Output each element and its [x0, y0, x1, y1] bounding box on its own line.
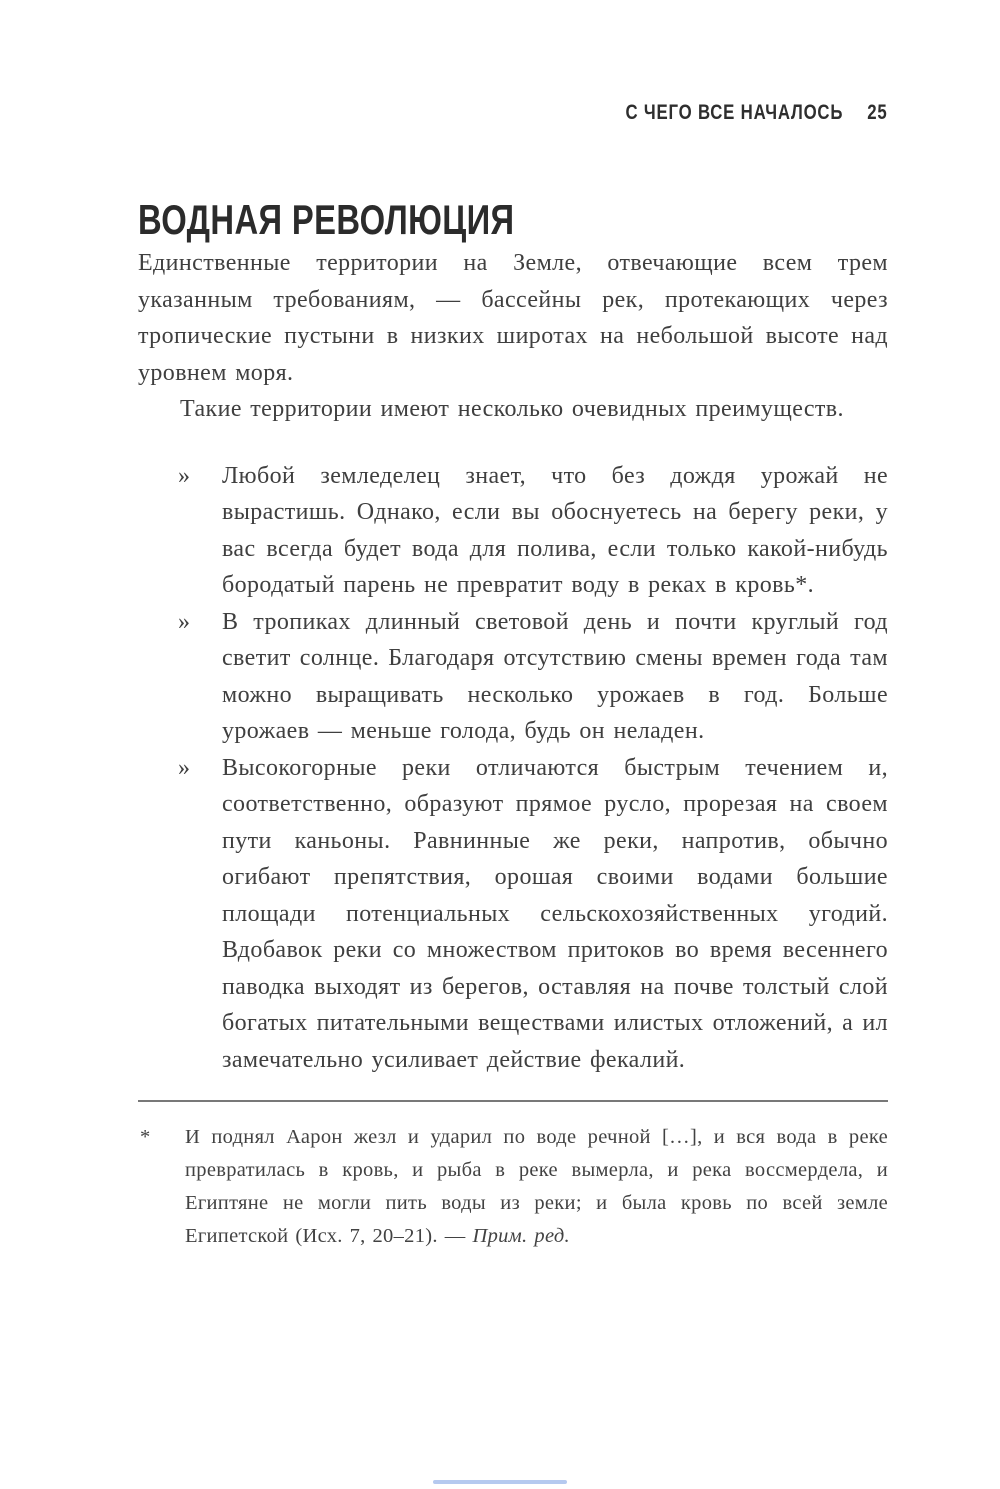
paragraph: Такие территории имеют несколько очевидных преимуществ.	[180, 396, 844, 422]
footnote	[138, 1121, 888, 1253]
list-item-text: Высокогорные реки отличаются быстрым течением и, соответственно, образуют прямое русло, прорезая на своем пути каньоны. Равнинные же реки, напротив, обычно огибают препятствия, орошая своими водами большие площади потенциальных сельскохозяйственных угодий. Вдобавок реки со множеством притоков во время весеннего паводка выходят из берегов, оставляя на почве толстый слой богатых питательными веществами илистых отложений, а ил замечательно усиливает действие фекалий.	[222, 754, 888, 1073]
bullet-marker: »	[178, 608, 191, 635]
bullet-list	[138, 458, 888, 1079]
section-title: ВОДНАЯ РЕВОЛЮЦИЯ	[138, 196, 515, 244]
bullet-marker: »	[178, 462, 191, 489]
footnote-marker: *	[140, 1126, 151, 1148]
list-item	[138, 604, 888, 750]
list-item-text: В тропиках длинный световой день и почти круглый год светит солнце. Благодаря отсутствию смены времен года там можно выращивать несколько урожаев в год. Больше урожаев — меньше голода, будь он неладен.	[222, 608, 888, 744]
footnote-attribution: Прим. ред.	[472, 1225, 570, 1247]
bullet-marker: »	[178, 754, 191, 781]
page-number: 25	[867, 101, 888, 124]
list-item	[138, 750, 888, 1079]
paragraph: Единственные территории на Земле, отвечающие всем трем указанным требованиям, — бассейны рек, протекающих через тропические пустыни в низких широтах на небольшой высоте над уровнем моря.	[138, 250, 888, 386]
page-progress-indicator[interactable]	[433, 1480, 567, 1484]
list-item	[138, 458, 888, 604]
footnote-text: И поднял Аарон жезл и ударил по воде речной […], и вся вода в реке превратилась в кровь, и рыба в реке вымерла, и река воссмердела, и Египтяне не могли пить воды из реки; и была кровь по всей земле Египетской (Исх. 7, 20–21). —	[185, 1126, 888, 1247]
list-item-text: Любой земледелец знает, что без дождя урожай не вырастишь. Однако, если вы обоснуетесь на берегу реки, у вас всегда будет вода для полива, если только какой-нибудь бородатый парень не превратит воду в реках в кровь*.	[222, 462, 888, 598]
running-title: С ЧЕГО ВСЕ НАЧАЛОСЬ	[625, 101, 844, 124]
running-header	[626, 101, 888, 125]
footnote-divider	[138, 1100, 888, 1102]
body-text	[138, 245, 888, 1253]
